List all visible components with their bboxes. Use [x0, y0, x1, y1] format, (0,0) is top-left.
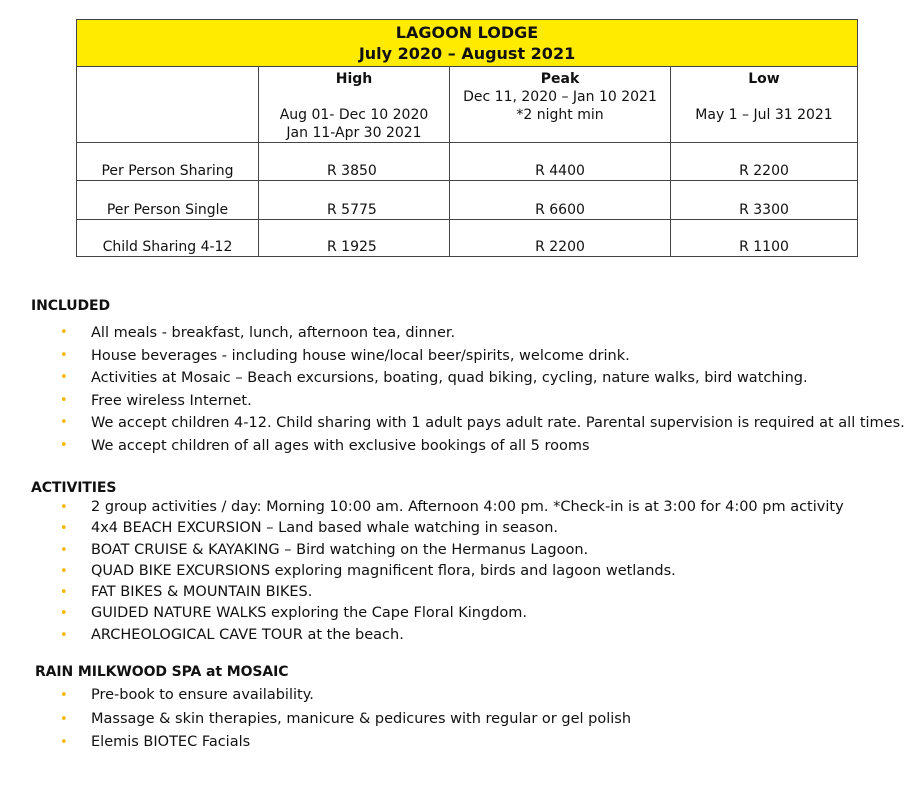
price-value: R 3850 — [327, 163, 377, 179]
included-list — [60, 322, 905, 458]
season-name: Peak — [540, 71, 580, 87]
price-cell — [450, 181, 671, 220]
price-cell — [671, 143, 858, 181]
table-title-cell — [77, 20, 858, 67]
row-label: Per Person Sharing — [77, 143, 259, 181]
activities-heading: ACTIVITIES — [31, 480, 117, 496]
price-cell — [259, 220, 450, 257]
price-value: R 6600 — [535, 202, 585, 218]
included-heading: INCLUDED — [31, 298, 110, 314]
price-value: R 3300 — [739, 202, 789, 218]
list-item: • Massage & skin therapies, manicure & pedicures with regular or gel polish — [60, 708, 631, 732]
price-cell — [450, 220, 671, 257]
rate-table-container — [76, 19, 857, 254]
list-item: • Pre-book to ensure availability. — [60, 684, 631, 708]
list-item: • We accept children of all ages with exclusive bookings of all 5 rooms — [60, 435, 905, 458]
list-item: • House beverages - including house wine/local beer/spirits, welcome drink. — [60, 345, 905, 368]
price-value: R 2200 — [739, 163, 789, 179]
list-item: • We accept children 4-12. Child sharing with 1 adult pays adult rate. Parental supervision is required at all times. — [60, 412, 905, 435]
season-name: High — [335, 71, 373, 87]
row-label: Child Sharing 4-12 — [77, 220, 259, 257]
list-item: • QUAD BIKE EXCURSIONS exploring magnificent flora, birds and lagoon wetlands. — [60, 561, 844, 582]
price-cell — [450, 143, 671, 181]
season-dates-line — [671, 88, 857, 106]
row-label: Per Person Single — [77, 181, 259, 220]
season-dates-line: Dec 11, 2020 – Jan 10 2021 — [463, 89, 657, 105]
price-value: R 2200 — [535, 239, 585, 255]
season-dates-line: Aug 01- Dec 10 2020 — [279, 107, 429, 123]
spa-list — [60, 684, 631, 755]
rate-table — [76, 19, 858, 257]
season-header-peak — [450, 67, 671, 143]
table-row — [77, 143, 858, 181]
season-dates-line: May 1 – Jul 31 2021 — [695, 107, 833, 123]
price-value: R 5775 — [327, 202, 377, 218]
list-item: • GUIDED NATURE WALKS exploring the Cape Floral Kingdom. — [60, 603, 844, 624]
season-header-blank — [77, 67, 259, 143]
list-item: • All meals - breakfast, lunch, afternoon tea, dinner. — [60, 322, 905, 345]
price-value: R 1100 — [739, 239, 789, 255]
list-item: • Elemis BIOTEC Facials — [60, 731, 631, 755]
price-cell — [671, 181, 858, 220]
price-value: R 1925 — [327, 239, 377, 255]
season-name: Low — [748, 71, 780, 87]
table-title: LAGOON LODGE — [395, 23, 539, 42]
list-item: • 2 group activities / day: Morning 10:00 am. Afternoon 4:00 pm. *Check-in is at 3:00 for 4:00 pm activity — [60, 497, 844, 518]
list-item: • BOAT CRUISE & KAYAKING – Bird watching on the Hermanus Lagoon. — [60, 540, 844, 561]
spa-heading: RAIN MILKWOOD SPA at MOSAIC — [35, 664, 289, 680]
season-dates-line — [450, 124, 670, 142]
table-row — [77, 220, 858, 257]
season-header-row — [77, 67, 858, 143]
season-header-low — [671, 67, 858, 143]
season-dates-line — [671, 124, 857, 142]
price-cell — [259, 181, 450, 220]
table-title-row — [77, 20, 858, 67]
price-cell — [671, 220, 858, 257]
list-item: • FAT BIKES & MOUNTAIN BIKES. — [60, 582, 844, 603]
list-item: • 4x4 BEACH EXCURSION – Land based whale watching in season. — [60, 518, 844, 539]
season-dates-line: *2 night min — [516, 107, 604, 123]
activities-list — [60, 497, 844, 646]
season-dates-line: Jan 11-Apr 30 2021 — [286, 125, 422, 141]
list-item: • Free wireless Internet. — [60, 390, 905, 413]
season-dates-line — [259, 88, 449, 106]
list-item: • Activities at Mosaic – Beach excursions, boating, quad biking, cycling, nature walks, bird watching. — [60, 367, 905, 390]
table-subtitle: July 2020 – August 2021 — [358, 44, 576, 63]
price-cell — [259, 143, 450, 181]
list-item: • ARCHEOLOGICAL CAVE TOUR at the beach. — [60, 625, 844, 646]
price-value: R 4400 — [535, 163, 585, 179]
table-row — [77, 181, 858, 220]
season-header-high — [259, 67, 450, 143]
